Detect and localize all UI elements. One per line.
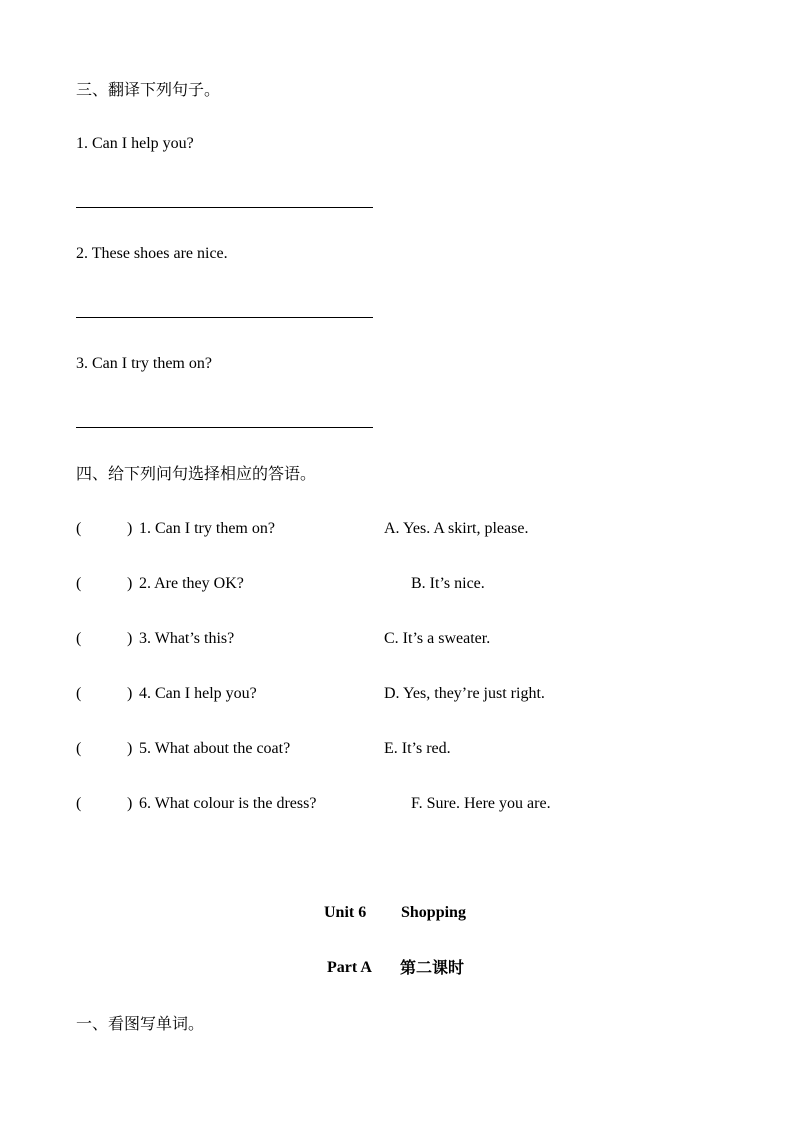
answer-paren-close: ) (127, 795, 133, 812)
answer-paren-open[interactable]: ( (76, 630, 82, 647)
lesson-label (400, 958, 464, 979)
part-label: Part A (327, 959, 372, 976)
option-a: A. Yes. A skirt, please. (384, 520, 529, 537)
section-1-heading: 一、看图写单词。 (76, 1014, 205, 1033)
question-5: 5. What about the coat? (139, 740, 291, 757)
question-3: 3. What’s this? (139, 630, 235, 647)
option-b: B. It’s nice. (411, 575, 485, 592)
option-e: E. It’s red. (384, 740, 451, 757)
question-4: 4. Can I help you? (139, 685, 257, 702)
option-f: F. Sure. Here you are. (411, 795, 551, 812)
answer-blank-1[interactable] (76, 207, 373, 208)
answer-blank-3[interactable] (76, 427, 373, 428)
answer-paren-close: ) (127, 520, 133, 537)
answer-blank-2[interactable] (76, 317, 373, 318)
question-1: 1. Can I try them on? (139, 520, 275, 537)
translate-sentence-3: 3. Can I try them on? (76, 355, 212, 372)
question-6: 6. What colour is the dress? (139, 795, 317, 812)
option-d: D. Yes, they’re just right. (384, 685, 545, 702)
answer-paren-close: ) (127, 630, 133, 647)
section-4-heading: 四、给下列问句选择相应的答语。 (76, 464, 317, 483)
unit-title: Shopping (401, 904, 466, 921)
translate-sentence-2: 2. These shoes are nice. (76, 245, 228, 262)
answer-paren-open[interactable]: ( (76, 740, 82, 757)
answer-paren-close: ) (127, 575, 133, 592)
answer-paren-open[interactable]: ( (76, 795, 82, 812)
answer-paren-close: ) (127, 685, 133, 702)
answer-paren-open[interactable]: ( (76, 575, 82, 592)
answer-paren-close: ) (127, 740, 133, 757)
section-3-heading: 三、翻译下列句子。 (76, 80, 221, 99)
translate-sentence-1: 1. Can I help you? (76, 135, 194, 152)
question-2: 2. Are they OK? (139, 575, 244, 592)
option-c: C. It’s a sweater. (384, 630, 491, 647)
answer-paren-open[interactable]: ( (76, 520, 82, 537)
lesson-text: 第二课时 (400, 958, 465, 977)
answer-paren-open[interactable]: ( (76, 685, 82, 702)
unit-label: Unit 6 (324, 904, 367, 921)
